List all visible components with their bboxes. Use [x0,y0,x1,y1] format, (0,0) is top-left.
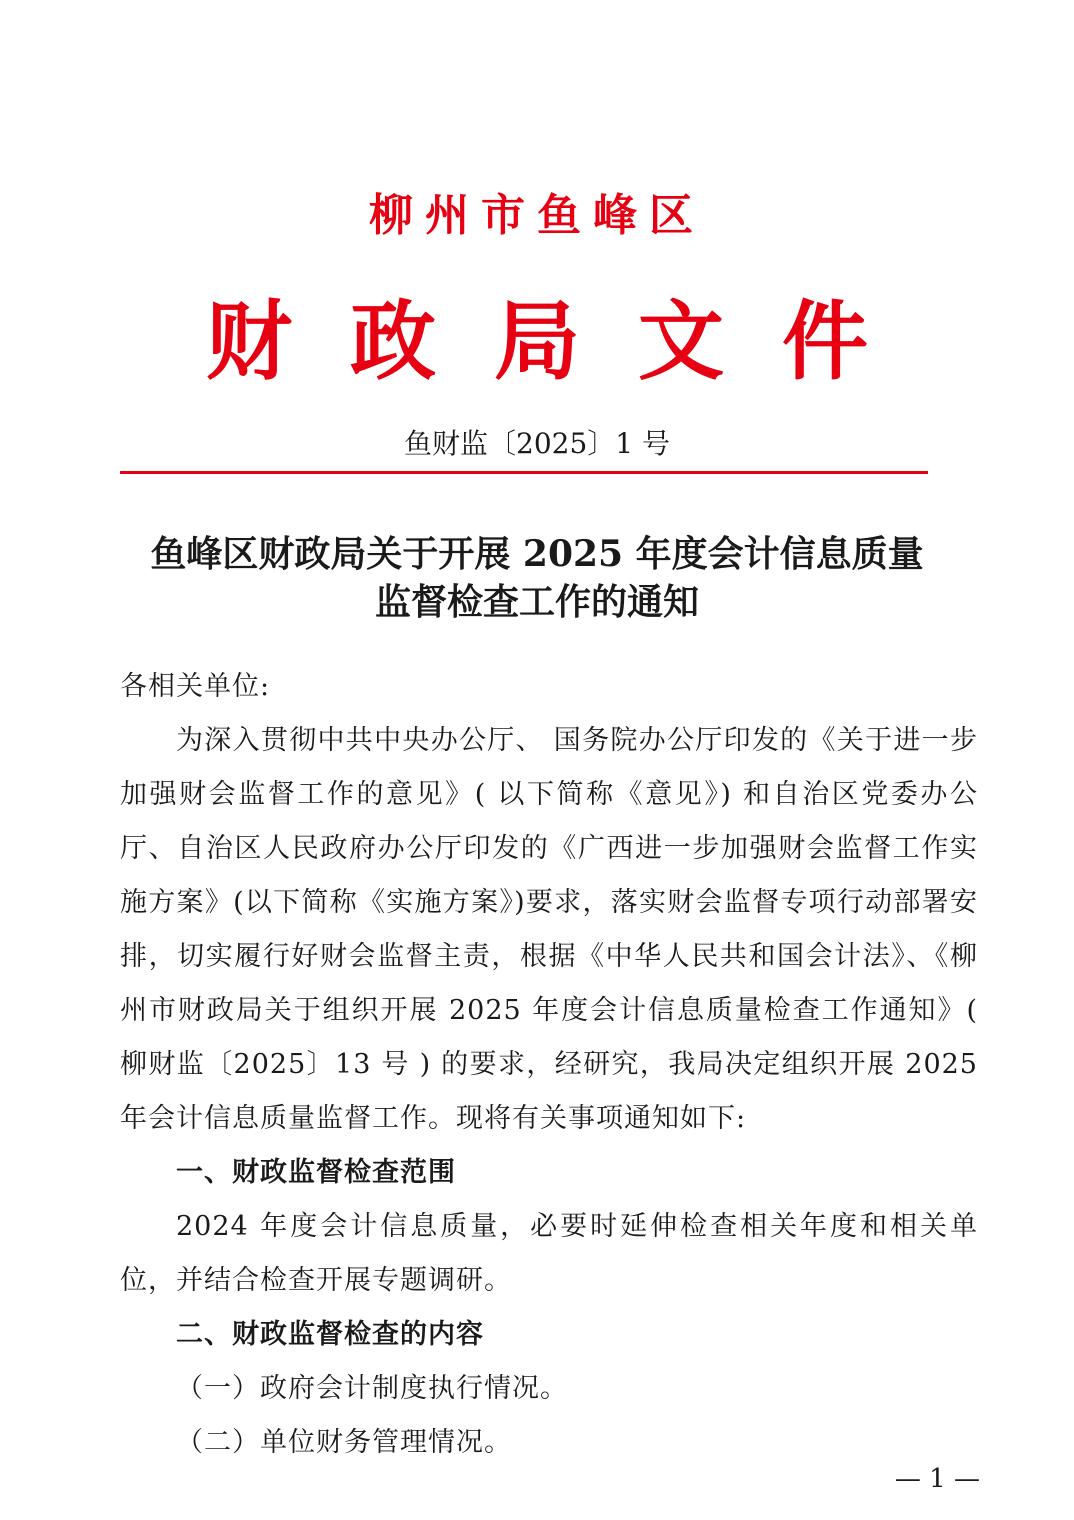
section-1-paragraph: 2024 年度会计信息质量，必要时延伸检查相关年度和相关单位，并结合检查开展专题调研。 [120,1211,978,1296]
title-line-1: 鱼峰区财政局关于开展 2025 年度会计信息质量 [150,533,924,575]
page-number: — 1 — [894,1464,980,1494]
section-2-item-1: （一）政府会计制度执行情况。 [176,1373,568,1404]
document-number: 鱼财监〔2025〕1 号 [404,427,670,460]
notice-title [60,530,1014,626]
issuing-organization: 柳州市鱼峰区 [369,190,705,241]
section-2-item-2: （二）单位财务管理情况。 [176,1427,512,1458]
section-1-heading: 一、财政监督检查范围 [176,1157,456,1188]
intro-paragraph: 为深入贯彻中共中央办公厅、 国务院办公厅印发的《关于进一步加强财会监督工作的意见》( 以下简称《意见》) 和自治区党委办公厅、自治区人民政府办公厅印发的《广西进一步加强财会监督工作实施方案》(以下简称《实施方案》)要求，落实财会监督专项行动部署安排，切实履行好财会监督主责，根据《中华人民共和国会计法》、《柳州市财政局关于组织开展 2025 年度会计信息质量检查工作通知》( 柳财监〔2025〕13 号 ) 的要求，经研究，我局决定组织开展 2025 年会计信息质量监督工作。现将有关事项通知如下: [120,725,978,1134]
document-type-heading: 财政局文件 [206,291,926,392]
salutation: 各相关单位: [120,671,271,702]
red-separator-line [120,471,928,474]
section-2-heading: 二、财政监督检查的内容 [176,1319,484,1350]
title-line-2: 监督检查工作的通知 [374,581,699,623]
document-body [120,660,978,1470]
